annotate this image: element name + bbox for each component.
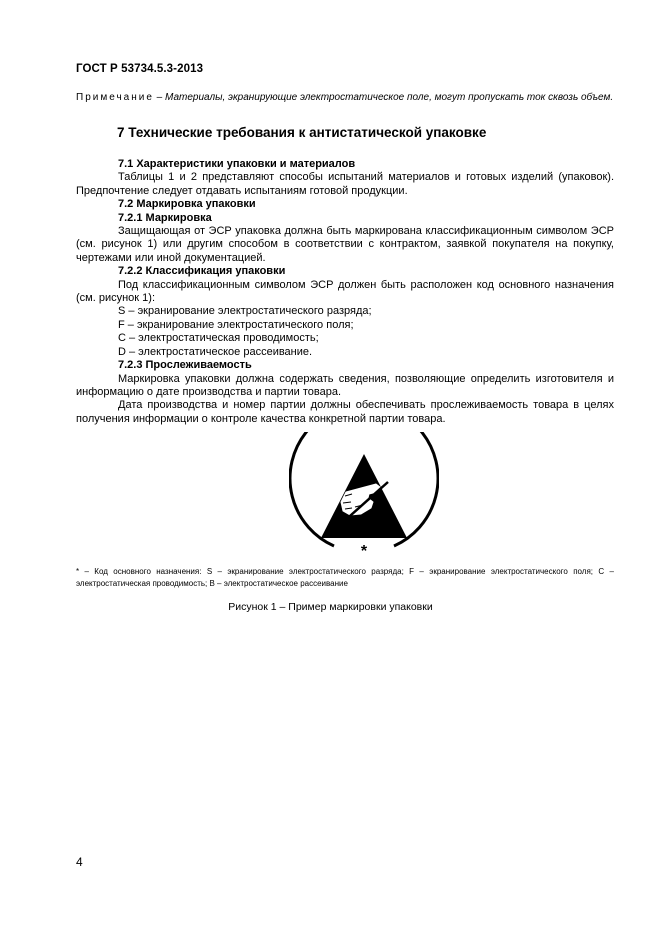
paragraph: Маркировка упаковки должна содержать сведения, позволяющие определить изготовителя и информацию о дате производства и партии товара. [76,372,614,398]
figure-caption: Рисунок 1 – Пример маркировки упаковки [228,601,433,613]
document-header: ГОСТ Р 53734.5.3-2013 [76,63,204,75]
note-block [76,91,614,105]
paragraph: Таблицы 1 и 2 представляют способы испытаний материалов и готовых изделий (упаковок). Предпочтение следует отдавать испытаниям готовой продукции. [76,171,614,197]
subsection-heading: 7.2.2 Классификация упаковки [118,265,286,278]
page-number: 4 [76,855,83,869]
list-item: F – экранирование электростатического поля; [118,318,354,331]
list-item: D – электростатическое рассеивание. [118,345,313,358]
paragraph: Дата производства и номер партии должны обеспечивать прослеживаемость товара в целях получения информации о контроле качества конкретной партии товара. [76,399,614,425]
note-text: Материалы, экранирующие электростатическое поле, могут пропускать ток сквозь объем. [165,92,614,103]
subsection-heading: 7.1 Характеристики упаковки и материалов [118,158,356,170]
section-title: 7 Технические требования к антистатической упаковке [117,125,487,140]
section-content [76,158,614,426]
list-item: S – экранирование электростатического разряда; [118,305,372,318]
list-item: C – электростатическая проводимость; [118,332,319,345]
paragraph: Защищающая от ЭСР упаковка должна быть маркирована классификационным символом ЭСР (см. рисунок 1) или другим способом в соответствии с контрактом, заявкой покупателя на покупку, чертежами или иной документацией. [76,225,614,264]
esd-figure [289,432,439,560]
note-dash: – [153,92,166,103]
note-label: Примечание [76,92,154,103]
subsection-heading: 7.2.3 Прослеживаемость [118,359,252,372]
figure-asterisk: * [360,543,368,560]
paragraph: Под классификационным символом ЭСР должен быть расположен код основного назначения (см. рисунок 1): [76,278,614,305]
subsection-heading: 7.2 Маркировка упаковки [118,198,256,211]
subsection-heading: 7.2.1 Маркировка [118,211,212,224]
figure-footnote: * – Код основного назначения: S – экранирование электростатического разряда; F – экранирование электростатического поля; C – электростатическая проводимость; B – электростатическое рассеивание [76,567,614,588]
esd-symbol-icon [289,432,439,560]
